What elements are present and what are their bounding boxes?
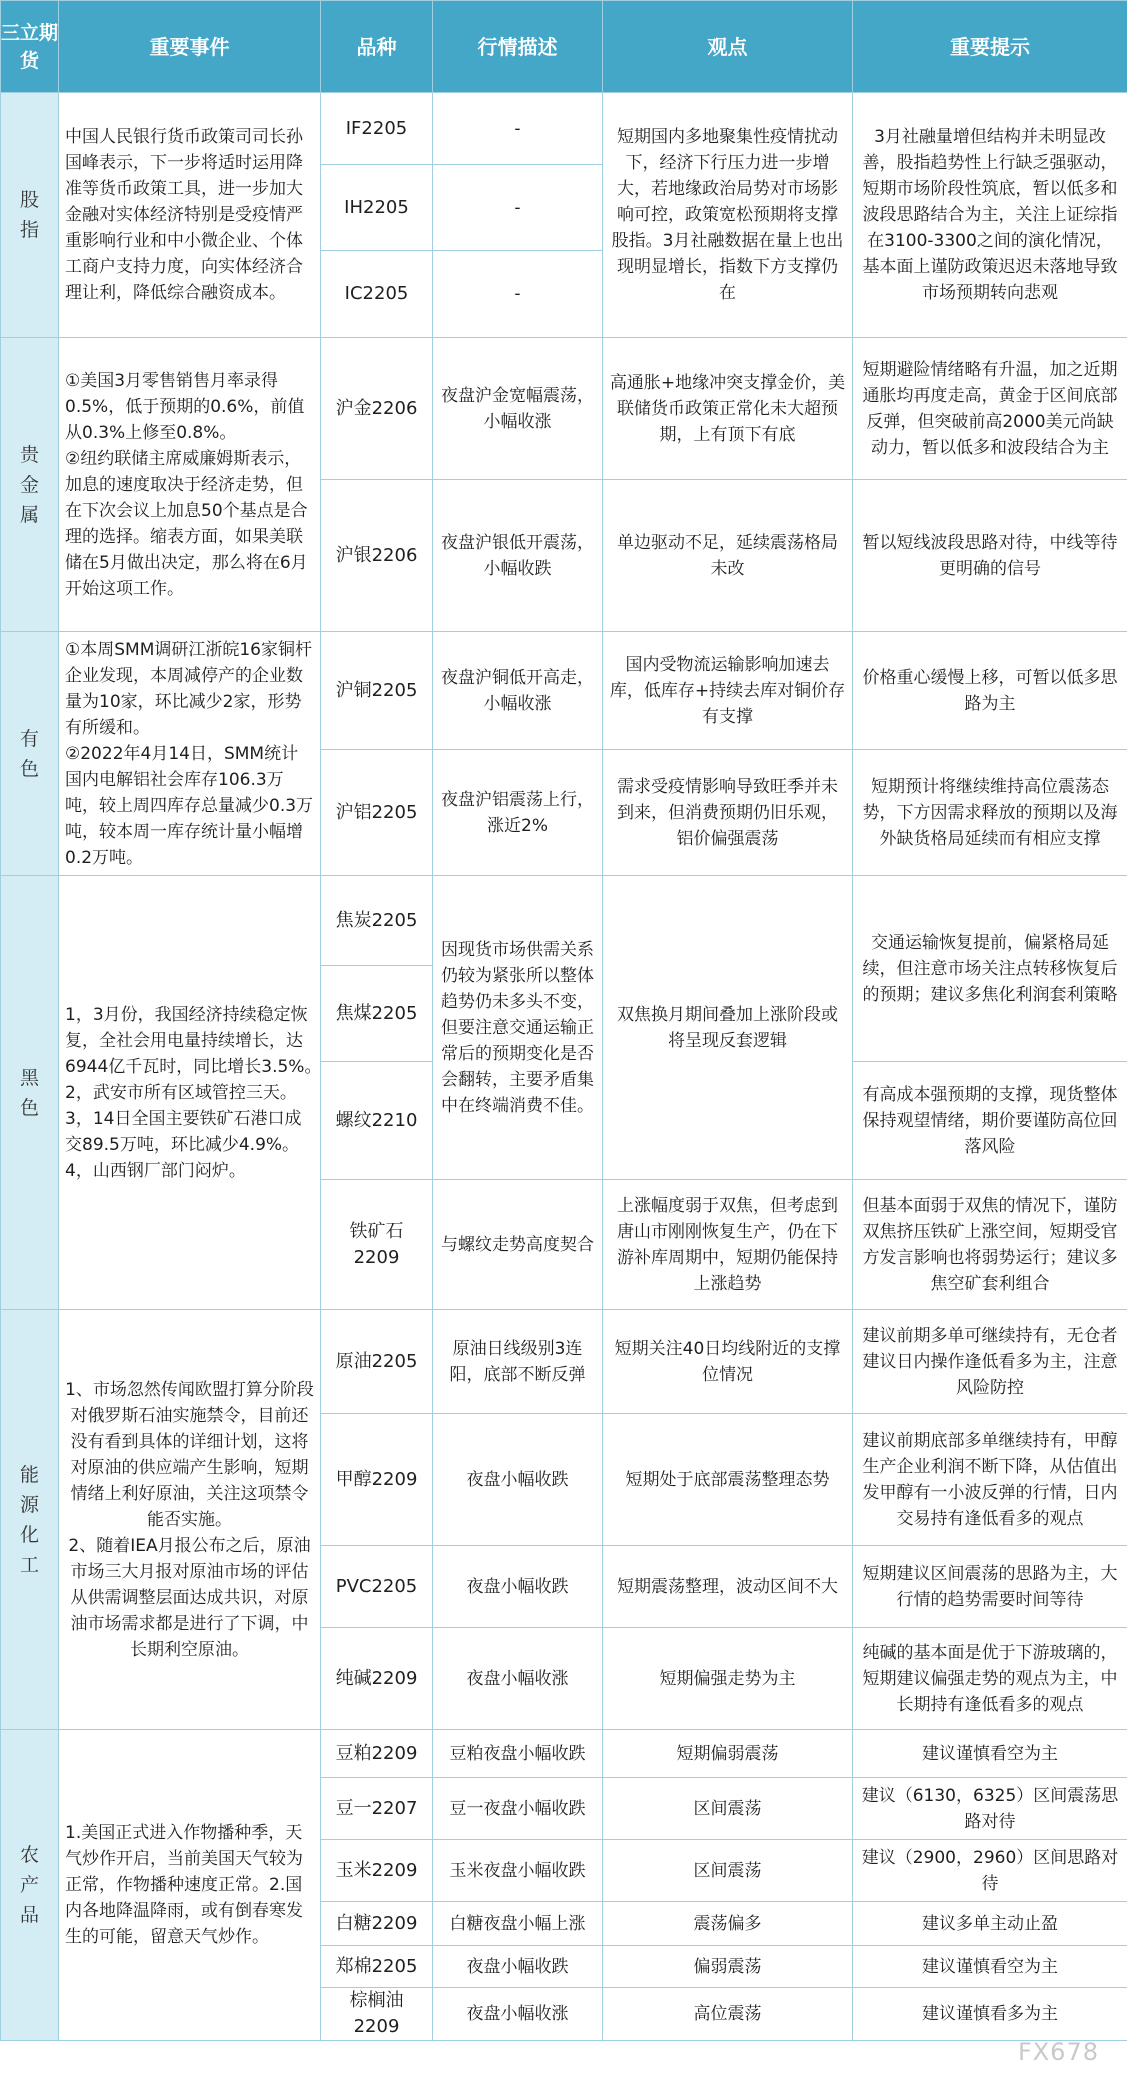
market-cell: 夜盘小幅收涨: [433, 1988, 603, 2041]
market-cell: 夜盘小幅收跌: [433, 1546, 603, 1628]
market-cell: -: [433, 93, 603, 165]
category-precious: 贵金属: [1, 338, 59, 632]
view-coke: 双焦换月期间叠加上涨阶段或将呈现反套逻辑: [603, 876, 853, 1180]
market-cell: 夜盘小幅收涨: [433, 1628, 603, 1730]
view-cell: 短期震荡整理，波动区间不大: [603, 1546, 853, 1628]
header-company: 三立期货: [1, 1, 59, 93]
category-nonferrous: 有色: [1, 632, 59, 876]
product-cell: IF2205: [321, 93, 433, 165]
product-cell: 沪金2206: [321, 338, 433, 480]
product-cell: IH2205: [321, 165, 433, 251]
tip-cell: 建议（2900，2960）区间思路对待: [853, 1840, 1127, 1902]
event-precious: ①美国3月零售销售月率录得0.5%，低于预期的0.6%，前值从0.3%上修至0.8%。 ②纽约联储主席威廉姆斯表示，加息的速度取决于经济走势，但在下次会议上加息50个基点是合理的选择。缩表方面，如果美联储在5月做出决定，那么将在6月开始这项工作。: [59, 338, 321, 632]
tip-cell: 价格重心缓慢上移，可暂以低多思路为主: [853, 632, 1127, 750]
market-cell: 原油日线级别3连阳，底部不断反弹: [433, 1310, 603, 1414]
product-cell: 甲醇2209: [321, 1414, 433, 1546]
view-equity: 短期国内多地聚集性疫情扰动下，经济下行压力进一步增大，若地缘政治局势对市场影响可控，政策宽松预期将支撑股指。3月社融数据在量上也出现明显增长，指数下方支撑仍在: [603, 93, 853, 338]
category-ferrous: 黑色: [1, 876, 59, 1310]
view-cell: 国内受物流运输影响加速去库，低库存+持续去库对铜价存有支撑: [603, 632, 853, 750]
tip-cell: 纯碱的基本面是优于下游玻璃的，短期建议偏强走势的观点为主，中长期持有逢低看多的观点: [853, 1628, 1127, 1730]
tip-cell: 短期预计将继续维持高位震荡态势，下方因需求释放的预期以及海外缺货格局延续而有相应支撑: [853, 750, 1127, 876]
market-cell: 夜盘小幅收跌: [433, 1946, 603, 1988]
tip-equity: 3月社融量增但结构并未明显改善，股指趋势性上行缺乏强驱动，短期市场阶段性筑底，暂以低多和波段思路结合为主，关注上证综指在3100-3300之间的演化情况，基本面上谨防政策迟迟未落地导致市场预期转向悲观: [853, 93, 1127, 338]
product-cell: 棕榈油2209: [321, 1988, 433, 2041]
product-cell: 沪铝2205: [321, 750, 433, 876]
view-cell: 短期关注40日均线附近的支撑位情况: [603, 1310, 853, 1414]
view-cell: 单边驱动不足，延续震荡格局未改: [603, 480, 853, 632]
watermark: FX678: [1017, 2038, 1099, 2066]
view-cell: 短期处于底部震荡整理态势: [603, 1414, 853, 1546]
product-cell: 焦炭2205: [321, 876, 433, 966]
table-row: [1, 632, 1127, 750]
product-cell: 纯碱2209: [321, 1628, 433, 1730]
view-cell: 短期偏弱震荡: [603, 1730, 853, 1778]
view-cell: 震荡偏多: [603, 1902, 853, 1946]
table-row: [1, 338, 1127, 480]
event-nonferrous: ①本周SMM调研江浙皖16家铜杆企业发现，本周减停产的企业数量为10家，环比减少2家，形势有所缓和。 ②2022年4月14日，SMM统计国内电解铝社会库存106.3万吨，较上周四库存总量减少0.3万吨，较本周一库存统计量小幅增0.2万吨。: [59, 632, 321, 876]
tip-cell: 建议谨慎看多为主: [853, 1988, 1127, 2041]
product-cell: 铁矿石2209: [321, 1180, 433, 1310]
tip-coke: 交通运输恢复提前，偏紧格局延续，但注意市场关注点转移恢复后的预期；建议多焦化利润套利策略: [853, 876, 1127, 1062]
event-agri: 1.美国正式进入作物播种季，天气炒作开启，当前美国天气较为正常，作物播种速度正常。2.国内各地降温降雨，或有倒春寒发生的可能，留意天气炒作。: [59, 1730, 321, 2041]
market-cell: -: [433, 251, 603, 338]
category-equity: 股指: [1, 93, 59, 338]
header-row: [1, 1, 1127, 93]
view-cell: 短期偏强走势为主: [603, 1628, 853, 1730]
product-cell: 玉米2209: [321, 1840, 433, 1902]
market-cell: 豆粕夜盘小幅收跌: [433, 1730, 603, 1778]
table-row: [1, 876, 1127, 966]
view-cell: 偏弱震荡: [603, 1946, 853, 1988]
market-cell: -: [433, 165, 603, 251]
market-cell: 夜盘沪铝震荡上行，涨近2%: [433, 750, 603, 876]
product-cell: IC2205: [321, 251, 433, 338]
tip-cell: 短期建议区间震荡的思路为主，大行情的趋势需要时间等待: [853, 1546, 1127, 1628]
header-view: 观点: [603, 1, 853, 93]
category-energy: 能源化工: [1, 1310, 59, 1730]
event-energy: 1、市场忽然传闻欧盟打算分阶段对俄罗斯石油实施禁令，目前还没有看到具体的详细计划，这将对原油的供应端产生影响，短期情绪上利好原油，关注这项禁令能否实施。 2、随着IEA月报公布之后，原油市场三大月报对原油市场的评估从供需调整层面达成共识，对原油市场需求都是进行了下调，中长期利空原油。: [59, 1310, 321, 1730]
table-row: [1, 1730, 1127, 1778]
tip-cell: 建议谨慎看空为主: [853, 1946, 1127, 1988]
tip-cell: 建议多单主动止盈: [853, 1902, 1127, 1946]
tip-cell: 暂以短线波段思路对待，中线等待更明确的信号: [853, 480, 1127, 632]
tip-cell: 建议谨慎看空为主: [853, 1730, 1127, 1778]
event-ferrous: 1，3月份，我国经济持续稳定恢复，全社会用电量持续增长，达6944亿千瓦时，同比增长3.5%。 2，武安市所有区域管控三天。 3，14日全国主要铁矿石港口成交89.5万吨，环比减少4.9%。 4，山西钢厂部门闷炉。: [59, 876, 321, 1310]
product-cell: 白糖2209: [321, 1902, 433, 1946]
tip-rebar: 有高成本强预期的支撑，现货整体保持观望情绪，期价要谨防高位回落风险: [853, 1062, 1127, 1180]
view-cell: 高位震荡: [603, 1988, 853, 2041]
market-cell: 夜盘小幅收跌: [433, 1414, 603, 1546]
product-cell: 沪银2206: [321, 480, 433, 632]
market-cell: 夜盘沪银低开震荡，小幅收跌: [433, 480, 603, 632]
market-cell: 豆一夜盘小幅收跌: [433, 1778, 603, 1840]
view-cell: 需求受疫情影响导致旺季并未到来，但消费预期仍旧乐观，铝价偏强震荡: [603, 750, 853, 876]
tip-cell: 短期避险情绪略有升温，加之近期通胀均再度走高，黄金于区间底部反弹，但突破前高2000美元尚缺动力，暂以低多和波段结合为主: [853, 338, 1127, 480]
view-cell: 上涨幅度弱于双焦，但考虑到唐山市刚刚恢复生产，仍在下游补库周期中，短期仍能保持上涨趋势: [603, 1180, 853, 1310]
product-cell: 豆粕2209: [321, 1730, 433, 1778]
market-cell: 夜盘沪铜低开高走，小幅收涨: [433, 632, 603, 750]
product-cell: 螺纹2210: [321, 1062, 433, 1180]
tip-cell: 建议（6130，6325）区间震荡思路对待: [853, 1778, 1127, 1840]
tip-cell: 建议前期多单可继续持有，无仓者建议日内操作逢低看多为主，注意风险防控: [853, 1310, 1127, 1414]
product-cell: 焦煤2205: [321, 966, 433, 1062]
market-coke: 因现货市场供需关系仍较为紧张所以整体趋势仍未多头不变，但要注意交通运输正常后的预期变化是否会翻转，主要矛盾集中在终端消费不佳。: [433, 876, 603, 1180]
category-agri: 农产品: [1, 1730, 59, 2041]
market-cell: 白糖夜盘小幅上涨: [433, 1902, 603, 1946]
market-cell: 与螺纹走势高度契合: [433, 1180, 603, 1310]
header-product: 品种: [321, 1, 433, 93]
view-cell: 高通胀+地缘冲突支撑金价，美联储货币政策正常化未大超预期，上有顶下有底: [603, 338, 853, 480]
view-cell: 区间震荡: [603, 1840, 853, 1902]
product-cell: 郑棉2205: [321, 1946, 433, 1988]
event-equity: 中国人民银行货币政策司司长孙国峰表示，下一步将适时运用降准等货币政策工具，进一步加大金融对实体经济特别是受疫情严重影响行业和中小微企业、个体工商户支持力度，向实体经济合理让利，降低综合融资成本。: [59, 93, 321, 338]
product-cell: 原油2205: [321, 1310, 433, 1414]
market-cell: 玉米夜盘小幅收跌: [433, 1840, 603, 1902]
header-event: 重要事件: [59, 1, 321, 93]
product-cell: 豆一2207: [321, 1778, 433, 1840]
market-cell: 夜盘沪金宽幅震荡，小幅收涨: [433, 338, 603, 480]
view-cell: 区间震荡: [603, 1778, 853, 1840]
tip-cell: 但基本面弱于双焦的情况下，谨防双焦挤压铁矿上涨空间，短期受官方发言影响也将弱势运行；建议多焦空矿套利组合: [853, 1180, 1127, 1310]
tip-cell: 建议前期底部多单继续持有，甲醇生产企业利润不断下降，从估值出发甲醇有一小波反弹的行情，日内交易持有逢低看多的观点: [853, 1414, 1127, 1546]
table-row: [1, 1310, 1127, 1414]
product-cell: PVC2205: [321, 1546, 433, 1628]
header-market: 行情描述: [433, 1, 603, 93]
header-tip: 重要提示: [853, 1, 1127, 93]
product-cell: 沪铜2205: [321, 632, 433, 750]
table-row: [1, 93, 1127, 165]
